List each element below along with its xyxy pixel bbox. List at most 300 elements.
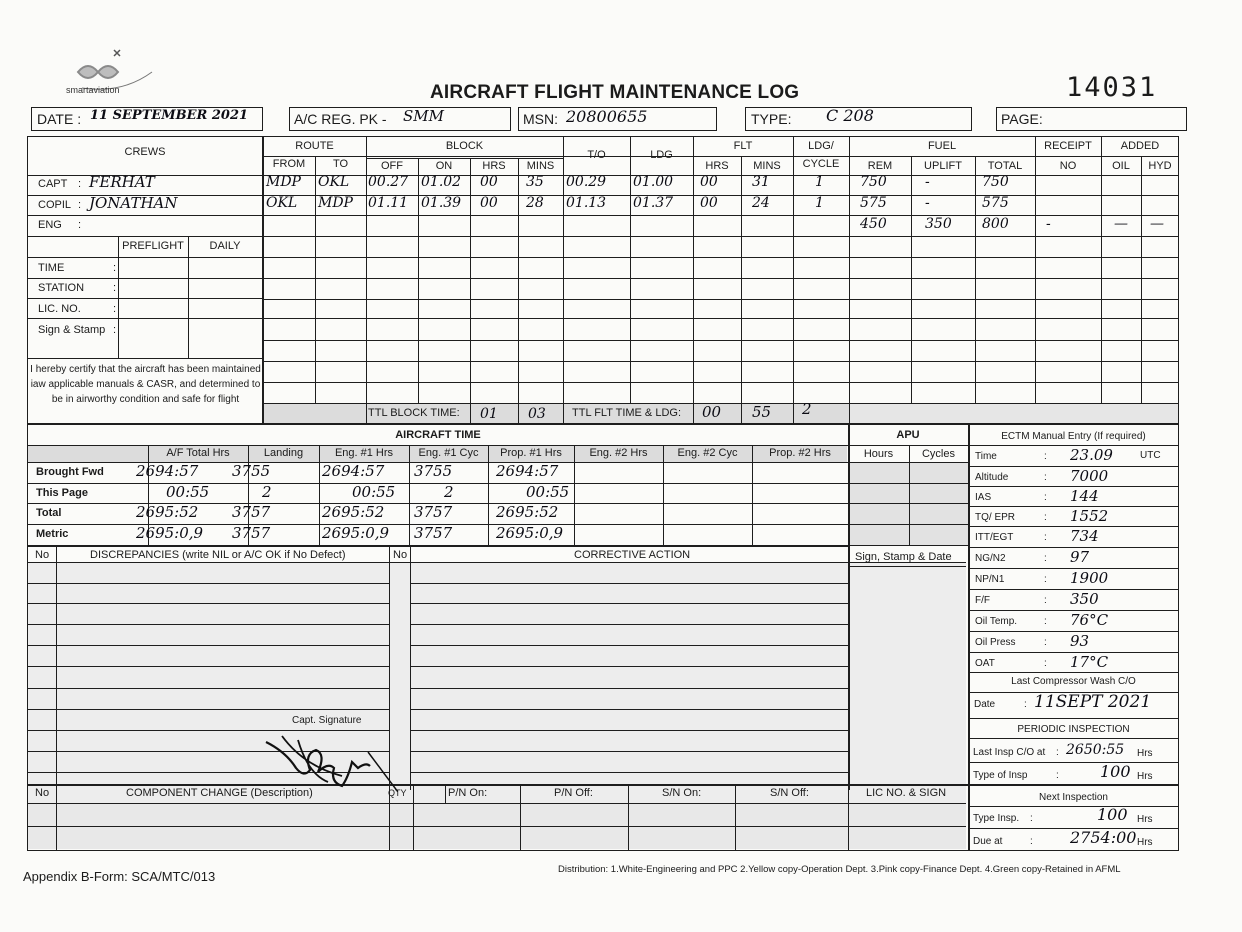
ectm-row-value[interactable]: 350	[1070, 590, 1099, 608]
type-value[interactable]: C 208	[826, 106, 874, 125]
apu-hours-header: Hours	[863, 448, 894, 460]
grid-line	[28, 666, 389, 667]
copil-colon: :	[78, 199, 82, 211]
grid-line	[848, 503, 968, 504]
grid-line	[28, 423, 1179, 425]
aircraft-time-value[interactable]: 2694:57	[322, 462, 385, 480]
aircraft-time-row-label: Total	[36, 507, 62, 519]
ectm-colon: :	[1044, 616, 1047, 627]
due-hrs: Hrs	[1137, 837, 1153, 848]
qty-header: QTY	[388, 788, 407, 798]
grid-line	[28, 445, 848, 446]
ectm-row-label: Time	[975, 451, 997, 462]
ectm-row-label: NP/N1	[975, 574, 1005, 585]
receipt-no-3[interactable]: -	[1046, 216, 1051, 232]
ectm-row-label: TQ/ EPR	[975, 512, 1016, 523]
aircraft-time-value[interactable]: 2695:52	[322, 503, 385, 521]
sn-on-header: S/N On:	[662, 787, 702, 799]
grid-line	[848, 545, 968, 546]
grid-line	[315, 156, 316, 403]
msn-value[interactable]: 20800655	[566, 107, 648, 126]
block-on-1[interactable]: 01.02	[421, 174, 462, 190]
ectm-row-label: F/F	[975, 595, 990, 606]
route-to-2[interactable]: MDP	[318, 195, 353, 211]
lic-sign-header: LIC NO. & SIGN	[866, 787, 947, 799]
type-insp-value[interactable]: 100	[1100, 762, 1131, 781]
ldg-cycle-header-2: CYCLE	[802, 158, 840, 170]
date-label: DATE :	[37, 111, 82, 127]
page-label: PAGE:	[1001, 111, 1043, 127]
last-insp-value[interactable]: 2650:55	[1066, 742, 1125, 758]
date-value[interactable]: 11 SEPTEMBER 2021	[90, 108, 249, 123]
certification-text: I hereby certify that the aircraft has been maintained iaw applicable manuals & CASR, and determined to be in airworthy condition and safe for flight	[30, 364, 261, 405]
next-type-label: Type Insp.	[973, 813, 1020, 824]
grid-line	[413, 784, 414, 851]
ectm-row-label: Oil Temp.	[975, 616, 1018, 627]
grid-line	[518, 403, 519, 423]
type-insp-hrs: Hrs	[1137, 771, 1153, 782]
aircraft-time-col-header: Eng. #1 Cyc	[418, 447, 479, 459]
corrective-title: CORRECTIVE ACTION	[574, 549, 691, 561]
grid-line	[848, 445, 968, 446]
ectm-row-value[interactable]: 1900	[1070, 569, 1109, 587]
grid-line	[263, 278, 1179, 279]
grid-line	[28, 826, 966, 827]
grid-line	[849, 403, 1179, 404]
grid-line	[28, 483, 848, 484]
apu-shade	[848, 462, 968, 546]
grid-line	[574, 445, 575, 545]
grid-line	[1035, 136, 1036, 403]
compressor-date-label: Date	[974, 699, 996, 710]
aircraft-time-col-header: Prop. #1 Hrs	[500, 447, 562, 459]
ectm-row-value[interactable]: 1552	[1070, 507, 1109, 525]
aircraft-time-col-header: Eng. #2 Hrs	[589, 447, 648, 459]
block-mins-1[interactable]: 35	[526, 174, 544, 190]
ttl-block-mins[interactable]: 03	[528, 406, 546, 422]
grid-line	[563, 136, 564, 423]
grid-line	[28, 318, 263, 319]
aircraft-time-value[interactable]: 2	[262, 483, 272, 501]
ectm-colon: :	[1044, 472, 1047, 483]
fuel-uplift-2[interactable]: -	[925, 195, 930, 211]
aircraft-time-value[interactable]: 3757	[414, 503, 453, 521]
flight-hrs-2[interactable]: 00	[700, 195, 718, 211]
comp-title: COMPONENT CHANGE (Description)	[126, 787, 313, 799]
sn-off-header: S/N Off:	[770, 787, 809, 799]
ectm-colon: :	[1044, 637, 1047, 648]
takeoff-time-2[interactable]: 01.13	[566, 195, 607, 211]
sign-row-label: Sign & Stamp	[38, 324, 106, 336]
takeoff-header: T/O	[587, 149, 606, 161]
next-type-hrs: Hrs	[1137, 814, 1153, 825]
grid-line	[968, 762, 1179, 763]
grid-line	[975, 156, 976, 403]
grid-line	[849, 156, 1179, 157]
block-mins-2[interactable]: 28	[526, 195, 544, 211]
msn-label: MSN:	[523, 111, 558, 127]
grid-line	[263, 382, 1179, 383]
grid-line	[28, 603, 389, 604]
registration-value[interactable]: SMM	[403, 107, 444, 125]
fuel-uplift-3[interactable]: 350	[925, 216, 952, 232]
grid-line	[470, 403, 471, 423]
block-header: BLOCK	[445, 140, 484, 152]
on-header: ON	[435, 160, 453, 172]
grid-line	[28, 278, 263, 279]
captain-signature[interactable]	[258, 722, 398, 792]
flt-mins-header: MINS	[753, 160, 781, 172]
fuel-total-2[interactable]: 575	[982, 195, 1009, 211]
grid-line	[28, 215, 263, 216]
grid-line	[28, 645, 389, 646]
route-from-2[interactable]: OKL	[266, 195, 298, 211]
ttl-flt-label: TTL FLT TIME & LDG:	[572, 407, 682, 419]
grid-line	[968, 806, 1179, 807]
aircraft-time-value[interactable]: 00:55	[166, 483, 210, 501]
grid-line	[410, 709, 848, 710]
aircraft-time-title: AIRCRAFT TIME	[395, 429, 481, 441]
block-hrs-2[interactable]: 00	[480, 195, 498, 211]
aircraft-time-value[interactable]: 2695:0,9	[136, 524, 204, 542]
due-colon: :	[1030, 836, 1033, 847]
landing-cycle-2[interactable]: 1	[815, 195, 824, 211]
apu-cycles-header: Cycles	[921, 448, 955, 460]
grid-line	[28, 688, 389, 689]
landing-time-2[interactable]: 01.37	[633, 195, 674, 211]
ectm-row-value[interactable]: 17°C	[1070, 653, 1109, 671]
oil-header: OIL	[1112, 160, 1130, 172]
lower-shade	[28, 562, 966, 822]
corrective-no-header: No	[393, 549, 408, 561]
distribution-note: Distribution: 1.White-Engineering and PPC 2.Yellow copy-Operation Dept. 3.Pink copy-Finance Dept. 4.Green copy-Retained in AFML	[558, 864, 1121, 875]
grid-line	[488, 445, 489, 545]
aircraft-time-value[interactable]: 2	[444, 483, 454, 501]
aircraft-time-row-label: Brought Fwd	[36, 466, 104, 478]
landing-time-header: LDG	[650, 149, 673, 161]
route-header: ROUTE	[295, 140, 334, 152]
aircraft-time-value[interactable]: 2694:57	[496, 462, 559, 480]
ectm-row-value[interactable]: 144	[1070, 487, 1099, 505]
logo-text: smartaviation	[66, 85, 120, 95]
ectm-row-label: NG/N2	[975, 553, 1006, 564]
fuel-rem-2[interactable]: 575	[860, 195, 887, 211]
lic-row-label: LIC. NO.	[38, 303, 81, 315]
grid-line	[693, 403, 694, 423]
ectm-row-value[interactable]: 76°C	[1070, 611, 1109, 629]
ectm-colon: :	[1044, 574, 1047, 585]
ectm-row-value[interactable]: 23.09	[1070, 446, 1113, 464]
grid-line	[366, 136, 367, 423]
ectm-row-label: IAS	[975, 492, 992, 503]
grid-line	[118, 236, 119, 358]
ectm-row-label: OAT	[975, 658, 995, 669]
ectm-colon: :	[1044, 532, 1047, 543]
ttl-shade-right	[849, 403, 1178, 423]
aircraft-time-col-header: Landing	[263, 447, 304, 459]
grid-line	[410, 545, 411, 790]
grid-line	[793, 403, 794, 423]
time-row-label: TIME	[38, 262, 65, 274]
grid-line	[28, 358, 263, 359]
grid-line	[56, 784, 57, 851]
grid-line	[849, 136, 850, 423]
ectm-colon: :	[1044, 553, 1047, 564]
aircraft-time-value[interactable]: 2695:52	[136, 503, 199, 521]
appendix-label: Appendix B-Form: SCA/MTC/013	[23, 869, 216, 884]
off-header: OFF	[381, 160, 403, 172]
flight-mins-1[interactable]: 31	[752, 174, 770, 190]
comp-no-header: No	[35, 787, 50, 799]
aircraft-time-value[interactable]: 3757	[232, 503, 271, 521]
apu-sign-label: Sign, Stamp & Date	[855, 551, 952, 563]
added-header: ADDED	[1120, 140, 1160, 152]
aircraft-time-col-header: Eng. #2 Cyc	[677, 447, 738, 459]
grid-line	[263, 361, 1179, 362]
aircraft-time-value[interactable]: 3757	[232, 524, 271, 542]
grid-line	[968, 718, 1179, 719]
grid-line	[410, 583, 848, 584]
grid-line	[28, 583, 389, 584]
grid-line	[28, 545, 848, 547]
grid-line	[28, 257, 263, 258]
grid-line	[968, 672, 1179, 673]
ectm-row-label: ITT/EGT	[975, 532, 1014, 543]
flight-mins-2[interactable]: 24	[752, 195, 770, 211]
ttl-flt-hrs[interactable]: 00	[702, 403, 722, 421]
aircraft-time-value[interactable]: 00:55	[352, 483, 396, 501]
to-header: TO	[332, 158, 349, 170]
grid-line	[263, 257, 1179, 258]
fuel-rem-1[interactable]: 750	[860, 174, 887, 190]
ttl-block-hrs[interactable]: 01	[480, 406, 498, 422]
grid-line	[911, 156, 912, 403]
fuel-total-header: TOTAL	[987, 160, 1023, 172]
block-off-2[interactable]: 01.11	[368, 195, 409, 211]
grid-line	[735, 784, 736, 851]
block-on-2[interactable]: 01.39	[421, 195, 462, 211]
flt-header: FLT	[733, 140, 753, 152]
ectm-row-value[interactable]: 93	[1070, 632, 1090, 650]
type-insp-label: Type of Insp	[973, 770, 1028, 781]
block-hrs-header: HRS	[482, 160, 506, 172]
copil-name[interactable]: JONATHAN	[89, 194, 178, 212]
ttl-block-label: TTL BLOCK TIME:	[368, 407, 460, 419]
aircraft-time-row-label: This Page	[36, 487, 88, 499]
periodic-label: PERIODIC INSPECTION	[1017, 724, 1130, 735]
last-insp-hrs: Hrs	[1137, 748, 1153, 759]
next-type-value[interactable]: 100	[1097, 805, 1128, 824]
grid-line	[263, 318, 1179, 319]
grid-line	[848, 784, 849, 851]
aircraft-time-value[interactable]: 3755	[232, 462, 271, 480]
form-title: AIRCRAFT FLIGHT MAINTENANCE LOG	[430, 82, 800, 103]
grid-line	[28, 298, 263, 299]
grid-line	[1141, 156, 1142, 403]
ectm-colon: :	[1044, 492, 1047, 503]
grid-line	[470, 158, 471, 403]
grid-line	[410, 666, 848, 667]
due-label: Due at	[973, 836, 1003, 847]
grid-line	[410, 688, 848, 689]
grid-line	[188, 236, 189, 358]
crews-header: CREWS	[124, 146, 166, 158]
ectm-colon: :	[1044, 658, 1047, 669]
ectm-row-label: Altitude	[975, 472, 1009, 483]
aircraft-time-value[interactable]: 3757	[414, 524, 453, 542]
capt-signature-label: Capt. Signature	[292, 715, 362, 726]
receipt-header: RECEIPT	[1044, 140, 1092, 152]
serial-number: 14031	[1066, 72, 1158, 103]
flight-hrs-1[interactable]: 00	[700, 174, 718, 190]
pn-off-header: P/N Off:	[554, 787, 593, 799]
disc-no-header: No	[35, 549, 50, 561]
oil-added-3[interactable]: —	[1114, 216, 1128, 232]
grid-line	[1101, 136, 1102, 403]
aircraft-time-row-label: Metric	[36, 528, 69, 540]
aircraft-time-value[interactable]: 3755	[414, 462, 453, 480]
grid-line	[263, 215, 1179, 216]
grid-line	[263, 236, 1179, 237]
grid-line	[518, 158, 519, 403]
grid-line	[28, 803, 966, 804]
type-insp-colon: :	[1056, 770, 1059, 781]
pn-on-header: P/N On:	[448, 787, 488, 799]
ectm-row-value[interactable]: 734	[1070, 527, 1099, 545]
grid-line	[410, 772, 848, 773]
grid-line	[663, 445, 664, 545]
grid-line	[28, 709, 389, 710]
ectm-row-value[interactable]: 7000	[1070, 467, 1109, 485]
ldg-cycle-header-1: LDG/	[808, 140, 834, 152]
receipt-no-header: NO	[1059, 160, 1077, 172]
grid-line	[693, 156, 793, 157]
grid-line	[752, 445, 753, 545]
apu-title: APU	[896, 429, 920, 441]
grid-line	[319, 445, 320, 545]
capt-name[interactable]: FERHAT	[89, 173, 155, 191]
grid-line	[630, 136, 631, 403]
grid-line	[848, 483, 968, 484]
fuel-rem-3[interactable]: 450	[860, 216, 887, 232]
station-colon: :	[113, 282, 117, 294]
grid-line	[793, 136, 794, 403]
grid-line	[520, 784, 521, 851]
grid-line	[410, 624, 848, 625]
time-colon: :	[113, 262, 117, 274]
grid-line	[848, 566, 966, 567]
ttl-flt-mins[interactable]: 55	[752, 403, 772, 421]
landing-time-1[interactable]: 01.00	[633, 174, 674, 190]
compressor-wash-label: Last Compressor Wash C/O	[1011, 676, 1136, 687]
grid-line	[410, 603, 848, 604]
uplift-header: UPLIFT	[924, 160, 962, 172]
eng-label: ENG	[38, 219, 62, 231]
ectm-row-value[interactable]: 97	[1070, 548, 1090, 566]
eng-colon: :	[78, 219, 82, 231]
ttl-ldg[interactable]: 2	[802, 400, 812, 418]
grid-line	[28, 562, 966, 563]
aircraft-time-value[interactable]: 2695:52	[496, 503, 559, 521]
route-to-1[interactable]: OKL	[318, 174, 350, 190]
ectm-row-label: Oil Press	[975, 637, 1016, 648]
block-hrs-1[interactable]: 00	[480, 174, 498, 190]
grid-line	[389, 545, 390, 851]
grid-line	[418, 158, 419, 403]
aircraft-time-col-header: Prop. #2 Hrs	[769, 447, 831, 459]
daily-header: DAILY	[209, 240, 241, 252]
lic-colon: :	[113, 303, 117, 315]
grid-line	[28, 624, 389, 625]
aircraft-time-col-header: A/F Total Hrs	[166, 447, 230, 459]
station-row-label: STATION	[38, 282, 85, 294]
block-mins-header: MINS	[526, 160, 555, 172]
fuel-total-1[interactable]: 750	[982, 174, 1009, 190]
ectm-colon: :	[1044, 451, 1047, 462]
grid-line	[693, 136, 694, 403]
registration-label: A/C REG. PK -	[294, 111, 387, 127]
due-value[interactable]: 2754:00	[1070, 828, 1137, 847]
compressor-date-value[interactable]: 11SEPT 2021	[1034, 692, 1152, 712]
last-insp-label: Last Insp C/O at	[973, 747, 1046, 758]
aircraft-time-value[interactable]: 2695:0,9	[322, 524, 390, 542]
grid-line	[848, 462, 968, 463]
capt-label: CAPT	[38, 178, 68, 190]
disc-title: DISCREPANCIES (write NIL or A/C OK if No Defect)	[90, 549, 346, 561]
aircraft-time-col-header: Eng. #1 Hrs	[334, 447, 394, 459]
landing-cycle-1[interactable]: 1	[815, 174, 824, 190]
aircraft-time-value[interactable]: 2694:57	[136, 462, 199, 480]
grid-line	[410, 645, 848, 646]
grid-line	[410, 730, 848, 731]
ectm-title: ECTM Manual Entry (If required)	[1001, 431, 1146, 442]
hyd-added-3[interactable]: —	[1150, 216, 1164, 232]
grid-line	[410, 751, 848, 752]
last-insp-colon: :	[1056, 747, 1059, 758]
grid-line	[741, 403, 742, 423]
grid-line	[848, 524, 968, 525]
copil-label: COPIL	[38, 199, 72, 211]
flt-hrs-header: HRS	[705, 160, 729, 172]
route-from-1[interactable]: MDP	[266, 174, 301, 190]
grid-line	[263, 299, 1179, 300]
next-type-colon: :	[1030, 813, 1033, 824]
grid-line	[741, 156, 742, 403]
grid-line	[262, 136, 264, 423]
aircraft-time-value[interactable]: 2695:0,9	[496, 524, 564, 542]
sign-colon: :	[113, 324, 117, 336]
hyd-header: HYD	[1148, 160, 1172, 172]
aircraft-time-value[interactable]: 00:55	[526, 483, 570, 501]
takeoff-time-1[interactable]: 00.29	[566, 174, 607, 190]
grid-line	[445, 784, 446, 803]
block-off-1[interactable]: 00.27	[368, 174, 409, 190]
type-label: TYPE:	[751, 111, 792, 127]
from-header: FROM	[272, 158, 306, 170]
ectm-colon: :	[1044, 512, 1047, 523]
fuel-total-3[interactable]: 800	[982, 216, 1009, 232]
capt-colon: :	[78, 178, 82, 190]
compressor-date-colon: :	[1024, 699, 1027, 710]
grid-line	[28, 236, 263, 237]
grid-line	[628, 784, 629, 851]
grid-line	[409, 445, 410, 545]
grid-line	[28, 784, 1179, 786]
grid-line	[968, 738, 1179, 739]
grid-line	[968, 423, 970, 851]
rem-header: REM	[867, 160, 893, 172]
fuel-uplift-1[interactable]: -	[925, 174, 930, 190]
